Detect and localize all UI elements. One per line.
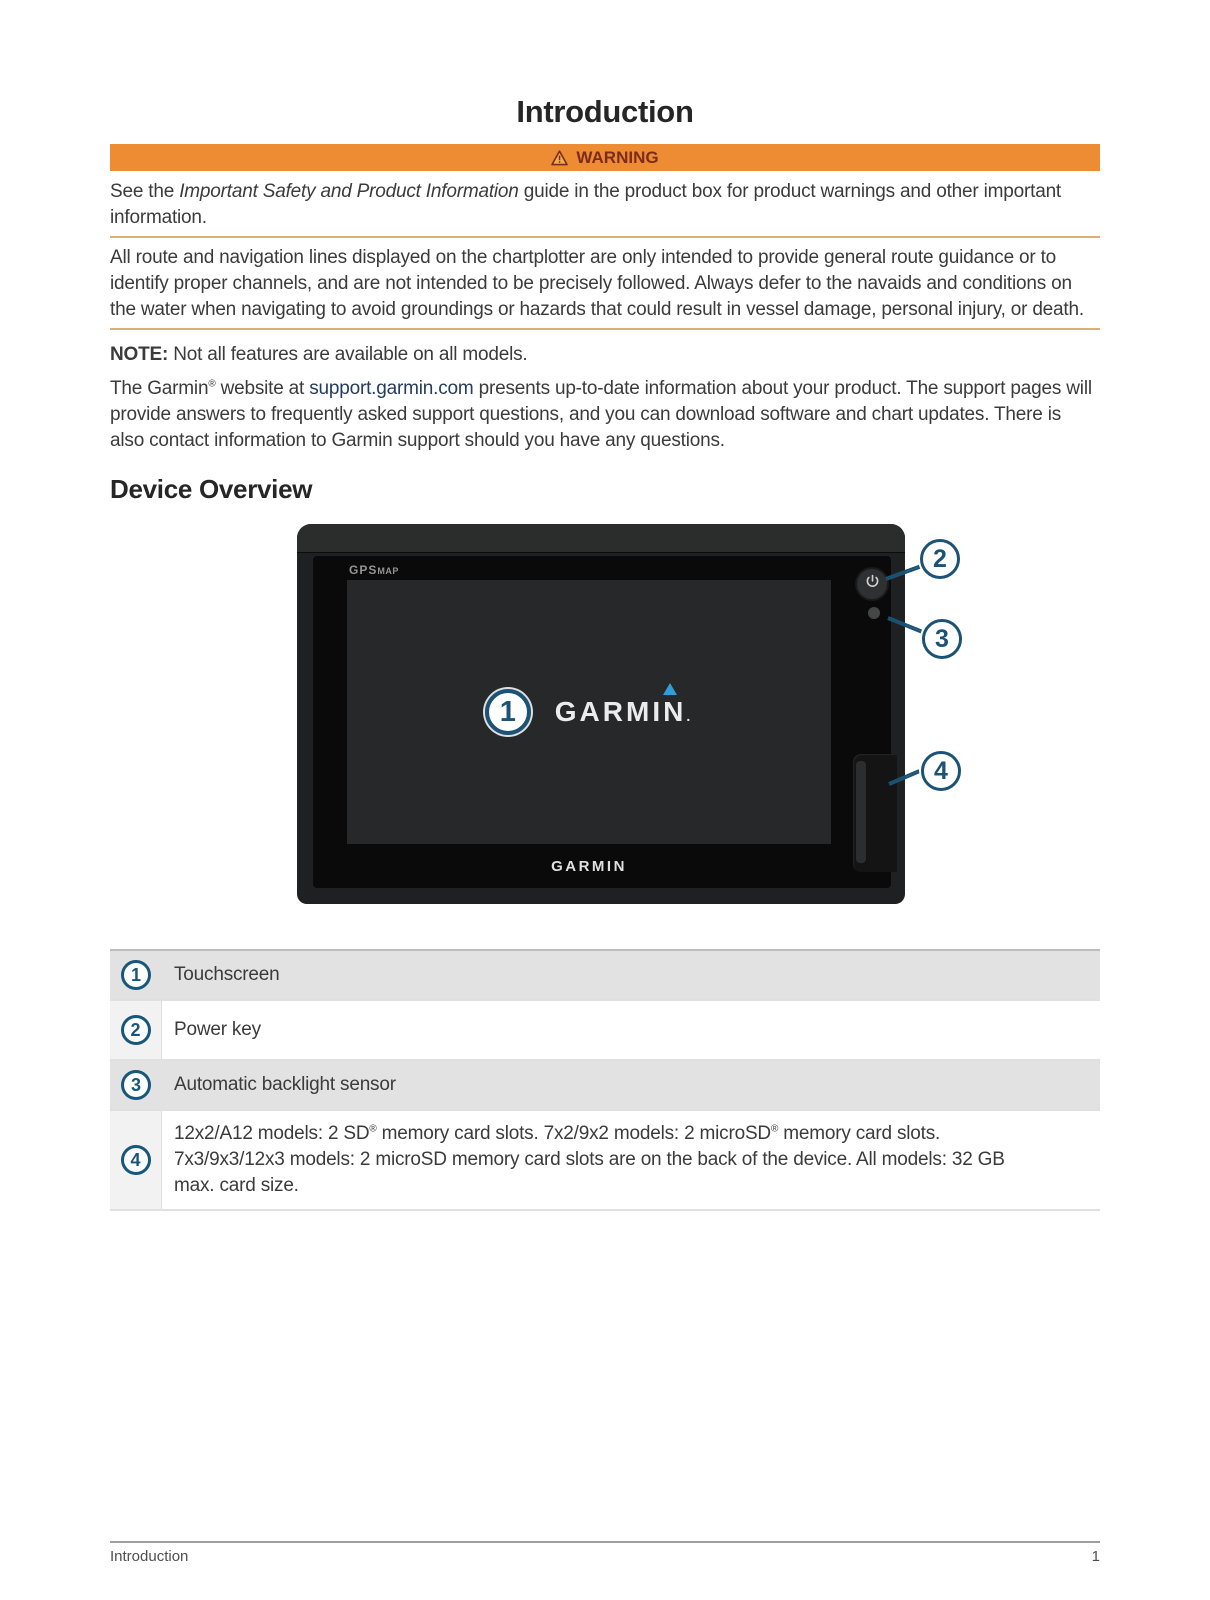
row4-part1: 12x2/A12 models: 2 SD [174,1123,370,1144]
support-rest: presents up-to-date information about your product. The support pages will provide answers to frequently asked support questions, and you can download software and chart updates. There is also contact information to Garmin support should you have any questions. [110,378,1092,451]
power-button [857,569,887,599]
row-number-cell [110,1111,162,1209]
page-content [110,0,1100,1211]
callout-4-number: 4 [934,756,948,785]
support-mid: website at [215,378,310,399]
callout-3-number: 3 [935,624,949,653]
row4-part3: memory card slots. [778,1123,941,1144]
note-text: Not all features are available on all models. [168,344,528,365]
gpsmap-brand-label [349,563,399,577]
garmin-delta-icon [663,683,677,695]
safety-guide-title: Important Safety and Product Information [179,181,519,202]
row4-part4: 7x3/9x3/12x3 models: 2 microSD memory card slots are on the back of the device. All models: 32 GB max. card size. [174,1149,1005,1196]
device-bottom-brand: GARMIN [551,858,627,875]
page-title: Introduction [516,94,694,129]
footer-page-number: 1 [1091,1548,1100,1565]
warning-banner [110,144,1100,171]
device-bezel [313,556,891,888]
row-number-badge: 3 [121,1070,151,1100]
row-label [162,1111,1042,1209]
safety-note-paragraph [110,179,1100,231]
power-icon [865,574,880,594]
garmin-logo-period: . [686,708,694,724]
page-footer [110,1541,1100,1565]
warning-triangle-icon [551,150,568,166]
navigation-caution-paragraph: All route and navigation lines displayed on the chartplotter are only intended to provide general route guidance or to identify proper channels, and are not intended to be precisely followed. Always defer to the navaids and conditions on the water when navigating to avoid groundings or hazards that could result in vessel damage, personal injury, or death. [110,247,1084,320]
registered-mark: ® [770,1123,779,1135]
device-legend-table [110,949,1100,1211]
gpsmap-brand-sub: MAP [377,566,399,576]
garmin-logo [555,696,693,728]
callout-2-number: 2 [933,544,947,573]
note-paragraph [110,342,1100,368]
row-number-cell [110,951,162,999]
callout-3 [922,619,962,659]
backlight-sensor [868,607,880,619]
row4-part2: memory card slots. 7x2/9x2 models: 2 microSD [376,1123,771,1144]
garmin-logo-text: GARMIN [554,696,687,727]
callout-4 [921,751,961,791]
safety-note-suffix: guide in the product box for product warnings and other important information. [110,181,1062,228]
support-link[interactable]: support.garmin.com [309,378,474,399]
device-top-band [297,524,905,553]
row-number-badge: 1 [121,960,151,990]
row-number-cell [110,1001,162,1059]
callout-2 [920,539,960,579]
safety-note-prefix: See the [110,181,180,202]
table-row-memory-cards [110,1111,1100,1211]
table-row-power-key [110,1001,1100,1061]
warning-label: WARNING [576,147,659,167]
registered-mark: ® [369,1123,377,1135]
support-brand: The Garmin [110,378,209,399]
section-heading-device-overview: Device Overview [110,474,313,504]
table-row-touchscreen [110,951,1100,1001]
row-number-badge: 4 [121,1145,151,1175]
callout-1-number: 1 [499,695,516,728]
row-label: Touchscreen [174,964,280,985]
divider-rule [110,236,1100,238]
gpsmap-brand-main: GPS [349,563,378,577]
note-label: NOTE: [110,344,169,365]
card-door-strip [856,761,866,863]
footer-section-label: Introduction [110,1548,189,1565]
support-paragraph [110,376,1100,454]
memory-card-door [853,754,897,872]
row-label: Power key [174,1019,261,1040]
device-body [297,524,905,904]
row-label: Automatic backlight sensor [174,1074,396,1095]
callout-1 [485,689,531,735]
row-number-cell [110,1061,162,1109]
registered-mark: ® [208,378,216,390]
device-screen [347,580,831,844]
table-row-backlight-sensor [110,1061,1100,1111]
row-number-badge: 2 [121,1015,151,1045]
divider-rule [110,328,1100,330]
device-figure [110,521,1100,913]
